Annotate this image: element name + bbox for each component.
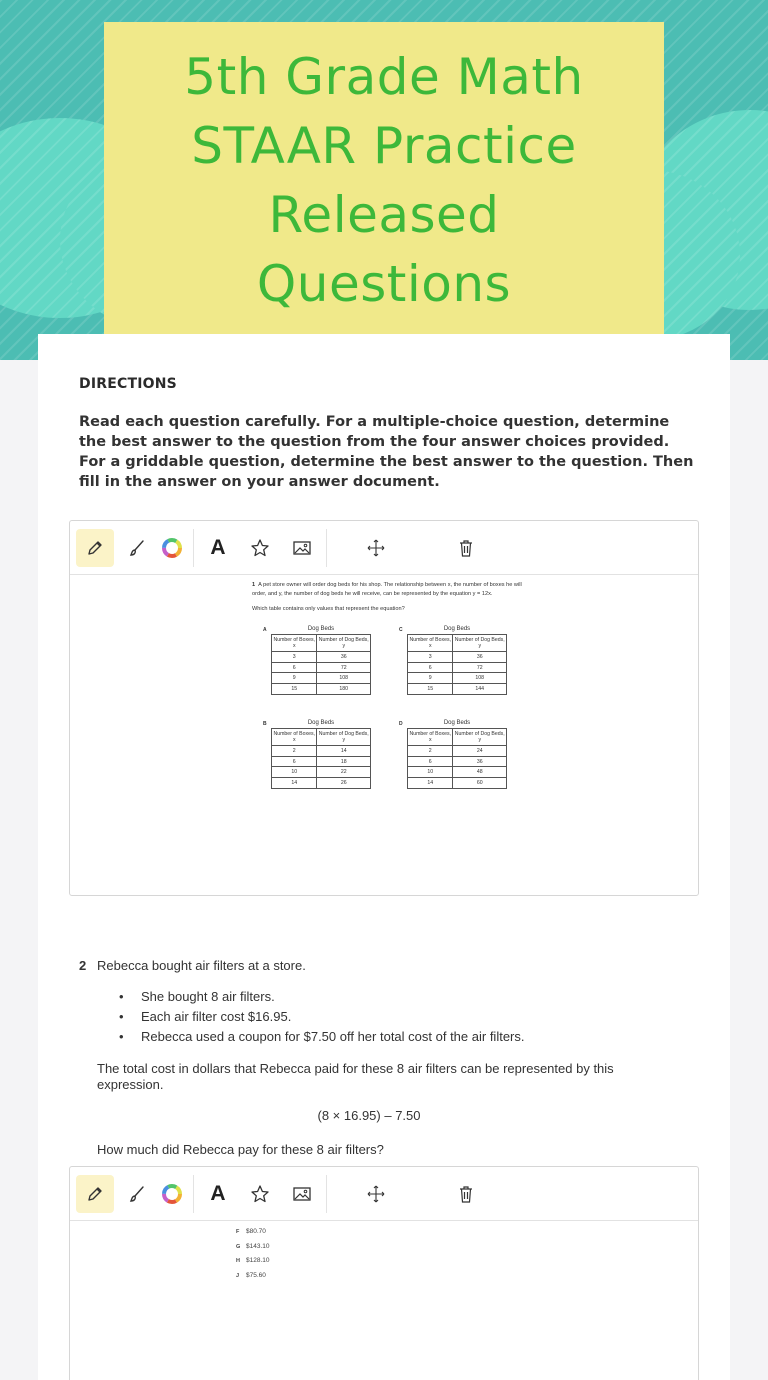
image-tool-button[interactable]: [283, 529, 321, 567]
data-table: [407, 728, 507, 789]
toolbar-divider: [193, 529, 194, 567]
option-a: [263, 626, 371, 695]
answer-choice-f: [236, 1225, 270, 1240]
trash-icon: [457, 538, 475, 558]
option-letter: D: [399, 721, 403, 727]
question-ask: Which table contains only values that represent the equation?: [252, 606, 405, 612]
question-number: 2: [79, 958, 87, 973]
cell: 15: [408, 684, 453, 695]
star-icon: [250, 1184, 270, 1204]
answer-letter: G: [236, 1243, 241, 1250]
cell: 10: [272, 767, 317, 778]
directions-section: [79, 376, 699, 492]
title-line: 5th Grade Math: [184, 48, 584, 106]
cell: 10: [408, 767, 453, 778]
image-icon: [292, 539, 312, 557]
cell: 18: [317, 756, 371, 767]
question-1-image: [70, 575, 698, 895]
col-header: Number of Boxes, x: [408, 635, 453, 652]
text-tool: A: [210, 1182, 226, 1205]
option-letter: A: [263, 627, 267, 633]
cell: 72: [453, 662, 507, 673]
delete-button[interactable]: [447, 1175, 485, 1213]
cell: 36: [317, 652, 371, 663]
toolbar-divider: [326, 529, 327, 567]
cell: 14: [317, 746, 371, 757]
cell: 6: [272, 662, 317, 673]
answer-value: $128.10: [246, 1257, 270, 1264]
cell: 6: [408, 756, 453, 767]
pencil-tool-button[interactable]: [76, 529, 114, 567]
pencil-tool-button[interactable]: [76, 1175, 114, 1213]
cell: 15: [272, 684, 317, 695]
list-item: • Rebecca used a coupon for $7.50 off her total cost of the air filters.: [119, 1027, 699, 1047]
brush-tool-button[interactable]: [118, 529, 156, 567]
answer-letter: H: [236, 1258, 240, 1264]
col-header: Number of Boxes, x: [408, 729, 453, 746]
question-stem: A pet store owner will order dog beds for his shop. The relationship between x, the number of boxes he will order, and y, the number of dog beds he will receive, can be represented by the equation y = 12x.: [252, 582, 522, 597]
move-icon: [366, 1184, 386, 1204]
color-wheel-icon: [162, 538, 182, 558]
drawing-widget-q2: [69, 1166, 699, 1380]
table-caption: Dog Beds: [443, 720, 471, 726]
data-table: [271, 634, 371, 695]
col-header: Number of Dog Beds, y: [317, 729, 371, 746]
image-icon: [292, 1185, 312, 1203]
title-card: [104, 22, 664, 340]
cell: 2: [272, 746, 317, 757]
cell: 108: [453, 673, 507, 684]
directions-heading: DIRECTIONS: [79, 376, 177, 392]
text-tool-button[interactable]: [199, 529, 237, 567]
cell: 9: [272, 673, 317, 684]
toolbar-divider: [193, 1175, 194, 1213]
cell: 2: [408, 746, 453, 757]
table-caption: Dog Beds: [307, 720, 335, 726]
pencil-icon: [86, 539, 104, 557]
option-d: [399, 720, 507, 789]
cell: 108: [317, 673, 371, 684]
cell: 72: [317, 662, 371, 673]
sticker-tool-button[interactable]: [241, 529, 279, 567]
table-caption: Dog Beds: [443, 626, 471, 632]
color-wheel-icon: [162, 1184, 182, 1204]
drawing-toolbar: [70, 521, 698, 575]
star-icon: [250, 538, 270, 558]
title-line: Questions: [256, 255, 512, 313]
question-2-image: [70, 1221, 698, 1380]
col-header: Number of Dog Beds, y: [317, 635, 371, 652]
delete-button[interactable]: [447, 529, 485, 567]
color-tool-button[interactable]: [153, 529, 191, 567]
bullet-list: [119, 987, 699, 1047]
col-header: Number of Boxes, x: [272, 729, 317, 746]
cell: 14: [272, 778, 317, 789]
cell: 24: [453, 746, 507, 757]
answer-letter: F: [236, 1229, 240, 1235]
data-table: [271, 728, 371, 789]
cell: 144: [453, 684, 507, 695]
question-number: 1: [252, 582, 256, 588]
question-2: [79, 958, 699, 1157]
cell: 60: [453, 778, 507, 789]
text-tool-button[interactable]: [199, 1175, 237, 1213]
cell: 6: [272, 756, 317, 767]
pencil-icon: [86, 1185, 104, 1203]
table-caption: Dog Beds: [307, 626, 335, 632]
option-c: [399, 626, 507, 695]
color-tool-button[interactable]: [153, 1175, 191, 1213]
worksheet-page: [38, 334, 730, 1380]
cell: 3: [408, 652, 453, 663]
drawing-toolbar: [70, 1167, 698, 1221]
cell: 6: [408, 662, 453, 673]
answer-choice-h: [236, 1254, 270, 1269]
drawing-widget-q1: [69, 520, 699, 896]
cell: 22: [317, 767, 371, 778]
cell: 9: [408, 673, 453, 684]
sticker-tool-button[interactable]: [241, 1175, 279, 1213]
answer-choice-g: [236, 1240, 270, 1255]
list-item: • Each air filter cost $16.95.: [119, 1007, 699, 1027]
question-ask: How much did Rebecca pay for these 8 air filters?: [97, 1142, 384, 1157]
answer-choices: [236, 1225, 270, 1283]
option-b: [263, 720, 371, 789]
move-icon: [366, 538, 386, 558]
answer-value: $80.70: [246, 1228, 266, 1235]
title-line: STAAR Practice: [191, 117, 577, 175]
list-item: • She bought 8 air filters.: [119, 987, 699, 1007]
math-expression: (8 × 16.95) – 7.50: [317, 1108, 421, 1123]
option-letter: C: [399, 627, 403, 633]
brush-tool-button[interactable]: [118, 1175, 156, 1213]
brush-icon: [128, 1185, 146, 1203]
col-header: Number of Boxes, x: [272, 635, 317, 652]
directions-text: Read each question carefully. For a multiple-choice question, determine the best answer to the question from the four answer choices provided. For a griddable question, determine the best answer to the question. Then fill in the answer on your answer document.: [79, 414, 694, 490]
answer-choice-j: [236, 1269, 270, 1284]
title-line: Released: [268, 186, 500, 244]
cell: 26: [317, 778, 371, 789]
trash-icon: [457, 1184, 475, 1204]
col-header: Number of Dog Beds, y: [453, 635, 507, 652]
col-header: Number of Dog Beds, y: [453, 729, 507, 746]
answer-value: $75.60: [246, 1271, 266, 1279]
question-1-text: [252, 581, 522, 614]
option-letter: B: [263, 721, 267, 727]
cell: 48: [453, 767, 507, 778]
worksheet-title: [124, 43, 644, 319]
cell: 14: [408, 778, 453, 789]
cell: 3: [272, 652, 317, 663]
cell: 36: [453, 756, 507, 767]
answer-value: $143.10: [246, 1242, 270, 1250]
move-tool-button[interactable]: [357, 529, 395, 567]
cell: 36: [453, 652, 507, 663]
question-paragraph: The total cost in dollars that Rebecca paid for these 8 air filters can be represented by this expression.: [97, 1061, 614, 1092]
toolbar-divider: [326, 1175, 327, 1213]
brush-icon: [128, 539, 146, 557]
cell: 180: [317, 684, 371, 695]
data-table: [407, 634, 507, 695]
image-tool-button[interactable]: [283, 1175, 321, 1213]
move-tool-button[interactable]: [357, 1175, 395, 1213]
question-stem: Rebecca bought air filters at a store.: [97, 958, 306, 973]
text-tool: A: [210, 536, 226, 559]
answer-letter: J: [236, 1272, 240, 1279]
